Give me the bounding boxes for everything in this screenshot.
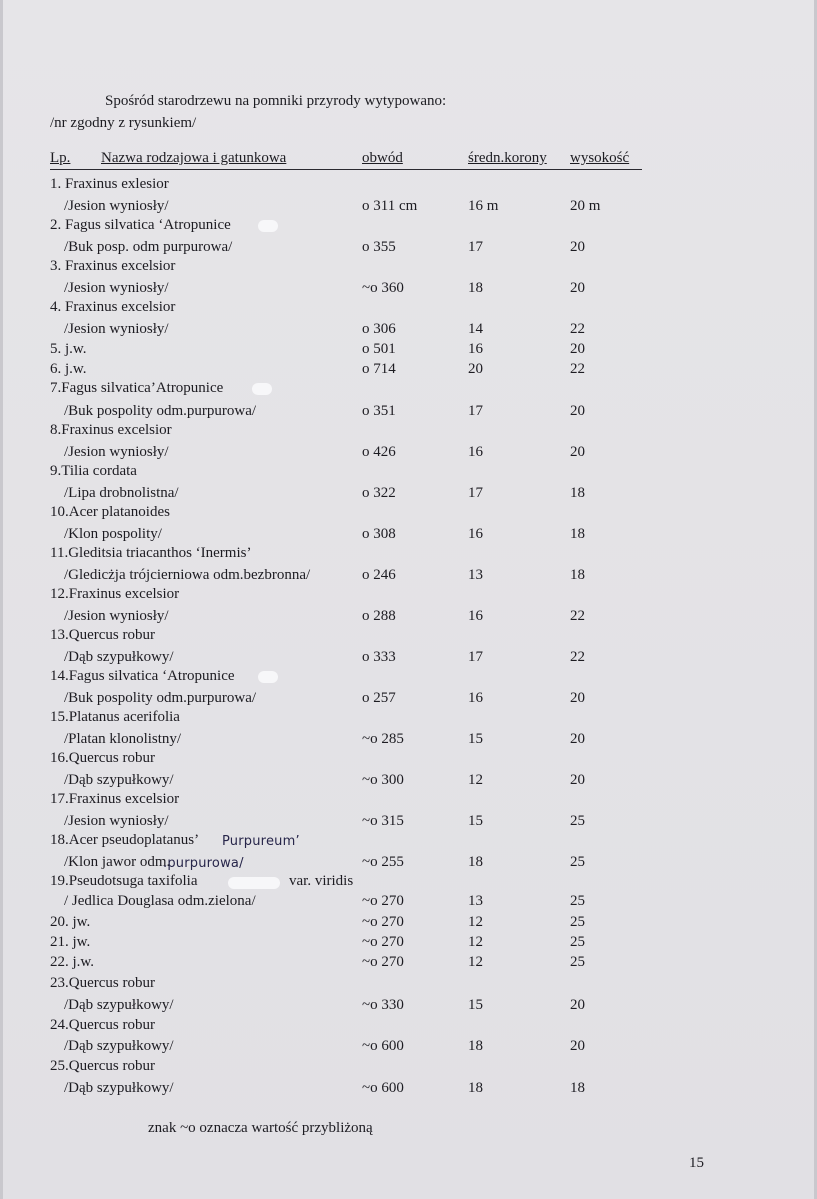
handwritten-purpureum: Purpureum’ (222, 834, 300, 849)
cell-korona: 15 (468, 731, 483, 747)
cell-obwod: ~o 285 (362, 731, 404, 747)
cell-wysokosc: 25 (570, 893, 585, 909)
table-row (0, 1058, 817, 1078)
cell-wysokosc: 20 (570, 1038, 585, 1054)
cell-obwod: o 322 (362, 485, 396, 501)
table-row (0, 1080, 817, 1100)
table-row (0, 545, 817, 565)
correction-fluid-mark (228, 877, 280, 889)
cell-name: /Platan klonolistny/ (64, 731, 182, 747)
table-row (0, 321, 817, 341)
cell-name: 23.Quercus robur (50, 975, 155, 991)
cell-name: /Jesion wyniosły/ (64, 280, 169, 296)
table-row (0, 380, 817, 400)
cell-wysokosc: 20 (570, 280, 585, 296)
cell-korona: 12 (468, 934, 483, 950)
table-row (0, 914, 817, 934)
cell-korona: 17 (468, 649, 483, 665)
cell-name: 24.Quercus robur (50, 1017, 155, 1033)
table-row (0, 997, 817, 1017)
cell-obwod: ~o 270 (362, 914, 404, 930)
cell-korona: 16 (468, 608, 483, 624)
table-row (0, 873, 817, 893)
table-row (0, 463, 817, 483)
cell-obwod: ~o 270 (362, 893, 404, 909)
cell-obwod: o 308 (362, 526, 396, 542)
cell-korona: 12 (468, 772, 483, 788)
cell-wysokosc: 22 (570, 649, 585, 665)
cell-wysokosc: 25 (570, 813, 585, 829)
cell-name: 6. j.w. (50, 361, 87, 377)
cell-name: 22. j.w. (50, 954, 95, 970)
table-row (0, 649, 817, 669)
intro-line-2: /nr zgodny z rysunkiem/ (50, 115, 197, 131)
cell-obwod: o 501 (362, 341, 396, 357)
cell-name: /Jesion wyniosły/ (64, 813, 169, 829)
cell-korona: 16 (468, 526, 483, 542)
table-row (0, 813, 817, 833)
header-obwod: obwód (362, 150, 403, 166)
cell-obwod: ~o 255 (362, 854, 404, 870)
cell-wysokosc: 20 m (570, 198, 601, 214)
cell-name: 3. Fraxinus excelsior (50, 258, 176, 274)
cell-name: /Buk pospolity odm.purpurowa/ (64, 403, 257, 419)
table-row (0, 403, 817, 423)
cell-name: /Lipa drobnolistna/ (64, 485, 179, 501)
table-row (0, 258, 817, 278)
cell-wysokosc: 25 (570, 954, 585, 970)
cell-korona: 20 (468, 361, 483, 377)
cell-name: /Jesion wyniosły/ (64, 444, 169, 460)
table-row (0, 690, 817, 710)
cell-obwod: o 311 cm (362, 198, 418, 214)
var-viridis: var. viridis (289, 873, 354, 889)
cell-name: /Buk posp. odm purpurowa/ (64, 239, 233, 255)
cell-obwod: ~o 315 (362, 813, 404, 829)
cell-name: 13.Quercus robur (50, 627, 155, 643)
table-row (0, 299, 817, 319)
table-row (0, 485, 817, 505)
cell-wysokosc: 20 (570, 239, 585, 255)
correction-fluid-mark (258, 220, 278, 232)
cell-obwod: ~o 270 (362, 954, 404, 970)
cell-name: /Jesion wyniosły/ (64, 608, 169, 624)
cell-wysokosc: 18 (570, 526, 585, 542)
correction-fluid-mark (258, 671, 278, 683)
cell-name: 8.Fraxinus excelsior (50, 422, 172, 438)
cell-korona: 18 (468, 854, 483, 870)
cell-wysokosc: 22 (570, 321, 585, 337)
cell-wysokosc: 22 (570, 361, 585, 377)
cell-obwod: ~o 330 (362, 997, 404, 1013)
cell-wysokosc: 18 (570, 567, 585, 583)
table-row (0, 361, 817, 381)
cell-name: 14.Fagus silvatica ‘Atropunice (50, 668, 235, 684)
cell-name: 2. Fagus silvatica ‘Atropunice (50, 217, 231, 233)
cell-obwod: o 246 (362, 567, 396, 583)
header-korona: średn.korony (468, 150, 547, 166)
cell-korona: 13 (468, 567, 483, 583)
table-row (0, 627, 817, 647)
table-row (0, 239, 817, 259)
cell-wysokosc: 20 (570, 690, 585, 706)
cell-wysokosc: 25 (570, 914, 585, 930)
table-row (0, 975, 817, 995)
cell-name: /Dąb szypułkowy/ (64, 1038, 174, 1054)
cell-korona: 18 (468, 280, 483, 296)
cell-obwod: o 426 (362, 444, 396, 460)
cell-korona: 17 (468, 485, 483, 501)
table-row (0, 526, 817, 546)
cell-korona: 17 (468, 239, 483, 255)
cell-name: /Dąb szypułkowy/ (64, 1080, 174, 1096)
cell-wysokosc: 20 (570, 341, 585, 357)
cell-korona: 17 (468, 403, 483, 419)
cell-name: /Dąb szypułkowy/ (64, 649, 174, 665)
cell-name: 12.Fraxinus excelsior (50, 586, 180, 602)
cell-name: 18.Acer pseudoplatanus’ (50, 832, 200, 848)
cell-wysokosc: 22 (570, 608, 585, 624)
cell-korona: 12 (468, 954, 483, 970)
table-row (0, 731, 817, 751)
cell-korona: 12 (468, 914, 483, 930)
cell-wysokosc: 20 (570, 731, 585, 747)
cell-korona: 16 m (468, 198, 499, 214)
cell-name: 10.Acer platanoides (50, 504, 170, 520)
cell-name: 4. Fraxinus excelsior (50, 299, 176, 315)
table-row (0, 444, 817, 464)
cell-obwod: o 257 (362, 690, 396, 706)
table-row (0, 176, 817, 196)
cell-name: / Jedlica Douglasa odm.zielona/ (64, 893, 256, 909)
table-row (0, 504, 817, 524)
cell-name: 9.Tilia cordata (50, 463, 137, 479)
cell-korona: 13 (468, 893, 483, 909)
cell-obwod: ~o 600 (362, 1080, 404, 1096)
cell-korona: 16 (468, 341, 483, 357)
table-row (0, 668, 817, 688)
cell-name: 15.Platanus acerifolia (50, 709, 180, 725)
correction-fluid-mark (252, 383, 272, 395)
cell-name: /Klon jawor odm. (64, 854, 171, 870)
cell-name: /Dąb szypułkowy/ (64, 772, 174, 788)
table-row (0, 772, 817, 792)
handwritten-purpurowa: .purpurowa/ (163, 856, 244, 871)
table-row (0, 217, 817, 237)
header-wysokosc: wysokość (570, 150, 630, 166)
cell-wysokosc: 25 (570, 934, 585, 950)
cell-korona: 15 (468, 997, 483, 1013)
table-row (0, 750, 817, 770)
cell-korona: 15 (468, 813, 483, 829)
cell-name: 5. j.w. (50, 341, 87, 357)
page-number: 15 (689, 1155, 704, 1171)
table-row (0, 422, 817, 442)
cell-name: /Dąb szypułkowy/ (64, 997, 174, 1013)
cell-obwod: ~o 600 (362, 1038, 404, 1054)
table-row (0, 198, 817, 218)
cell-korona: 18 (468, 1080, 483, 1096)
cell-wysokosc: 20 (570, 403, 585, 419)
table-row (0, 854, 817, 874)
cell-obwod: o 714 (362, 361, 396, 377)
cell-wysokosc: 25 (570, 854, 585, 870)
intro-line-1: Spośród starodrzewu na pomniki przyrody wytypowano: (105, 93, 447, 109)
table-row (0, 1017, 817, 1037)
cell-wysokosc: 18 (570, 1080, 585, 1096)
cell-wysokosc: 20 (570, 444, 585, 460)
header-name: Nazwa rodzajowa i gatunkowa (101, 150, 287, 166)
cell-name: 16.Quercus robur (50, 750, 155, 766)
cell-obwod: ~o 270 (362, 934, 404, 950)
table-row (0, 280, 817, 300)
cell-obwod: ~o 360 (362, 280, 404, 296)
cell-name: /Buk pospolity odm.purpurowa/ (64, 690, 257, 706)
cell-name: 1. Fraxinus exlesior (50, 176, 169, 192)
cell-name: /Jesion wyniosły/ (64, 198, 169, 214)
cell-name: 7.Fagus silvatica’Atropunice (50, 380, 224, 396)
header-lp: Lp. (50, 150, 71, 166)
cell-obwod: ~o 300 (362, 772, 404, 788)
table-row (0, 791, 817, 811)
table-row (0, 341, 817, 361)
cell-name: /Klon pospolity/ (64, 526, 162, 542)
cell-wysokosc: 18 (570, 485, 585, 501)
cell-korona: 18 (468, 1038, 483, 1054)
table-row (0, 934, 817, 954)
table-row (0, 567, 817, 587)
cell-obwod: o 306 (362, 321, 396, 337)
cell-obwod: o 351 (362, 403, 396, 419)
cell-name: 19.Pseudotsuga taxifolia (50, 873, 198, 889)
cell-korona: 16 (468, 690, 483, 706)
footnote: znak ~o oznacza wartość przybliżoną (148, 1120, 373, 1136)
cell-name: 21. jw. (50, 934, 91, 950)
table-row (0, 832, 817, 852)
cell-obwod: o 333 (362, 649, 396, 665)
cell-name: 11.Gleditsia triacanthos ‘Inermis’ (50, 545, 252, 561)
cell-wysokosc: 20 (570, 772, 585, 788)
table-row (0, 586, 817, 606)
cell-name: /Gledicżja trójcierniowa odm.bezbronna/ (64, 567, 311, 583)
cell-name: 20. jw. (50, 914, 91, 930)
cell-obwod: o 288 (362, 608, 396, 624)
cell-korona: 16 (468, 444, 483, 460)
table-row (0, 709, 817, 729)
cell-name: 25.Quercus robur (50, 1058, 155, 1074)
table-row (0, 954, 817, 974)
cell-korona: 14 (468, 321, 483, 337)
cell-name: /Jesion wyniosły/ (64, 321, 169, 337)
table-row (0, 893, 817, 913)
table-row (0, 608, 817, 628)
cell-wysokosc: 20 (570, 997, 585, 1013)
cell-obwod: o 355 (362, 239, 396, 255)
table-row (0, 1038, 817, 1058)
cell-name: 17.Fraxinus excelsior (50, 791, 180, 807)
